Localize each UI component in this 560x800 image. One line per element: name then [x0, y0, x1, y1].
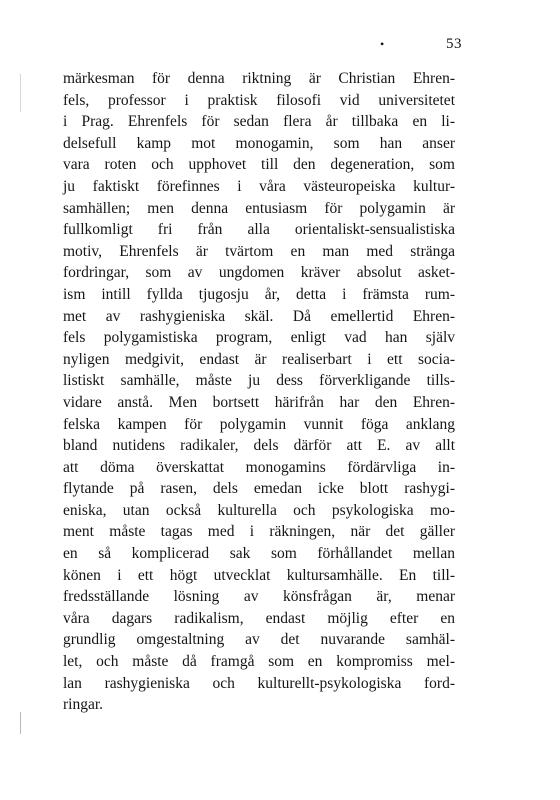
page-edge-mark: [20, 712, 21, 734]
text-line: samhällen; men denna entusiasm för polygamin är: [63, 199, 455, 217]
text-line: fredsställande lösning av könsfrågan är, menar: [63, 588, 455, 606]
page-number: 53: [446, 36, 462, 52]
text-line: vara roten och upphovet till den degeneration, som: [63, 156, 455, 174]
text-line: grundlig omgestaltning av det nuvarande samhäl-: [63, 631, 455, 649]
text-line: bland nutidens radikaler, dels därför att E. av allt: [63, 437, 455, 455]
body-text: [63, 68, 455, 716]
text-line: ment måste tagas med i räkningen, när det gäller: [63, 523, 455, 541]
text-line: fullkomligt fri från alla orientaliskt-sensualistiska: [63, 221, 455, 239]
text-line: i Prag. Ehrenfels för sedan flera år tillbaka en li-: [63, 113, 455, 131]
text-line: våra dagars radikalism, endast möjlig efter en: [63, 609, 455, 627]
text-line: listiskt samhälle, måste ju dess förverkligande tills-: [63, 372, 455, 390]
text-line: könen i ett högt utvecklat kultursamhälle. En till-: [63, 566, 455, 584]
text-line: lan rashygieniska och kulturellt-psykologiska ford-: [63, 674, 455, 692]
page-dot: •: [380, 37, 385, 51]
text-line: ju faktiskt förefinnes i våra västeuropeiska kultur-: [63, 177, 455, 195]
text-line: eniska, utan också kulturella och psykologiska mo-: [63, 501, 455, 519]
text-line: fels, professor i praktisk filosofi vid universitetet: [63, 91, 455, 109]
text-line: vidare anstå. Men bortsett härifrån har den Ehren-: [63, 393, 455, 411]
page-edge-mark: [20, 74, 21, 112]
text-line: delsefull kamp mot monogamin, som han anser: [63, 134, 455, 152]
text-line: felska kampen för polygamin vunnit föga anklang: [63, 415, 455, 433]
text-line: ism intill fyllda tjugosju år, detta i främsta rum-: [63, 285, 455, 303]
text-line: motiv, Ehrenfels är tvärtom en man med stränga: [63, 242, 455, 260]
text-line: en så komplicerad sak som förhållandet mellan: [63, 545, 455, 563]
text-line: flytande på rasen, dels emedan icke blott rashygi-: [63, 480, 455, 498]
text-line: märkesman för denna riktning är Christian Ehren-: [63, 70, 455, 87]
text-line: fels polygamistiska program, enligt vad han själv: [63, 329, 455, 347]
text-line: let, och måste då framgå som en kompromiss mel-: [63, 653, 455, 671]
text-line: fordringar, som av ungdomen kräver absolut asket-: [63, 264, 455, 282]
text-line: met av rashygieniska skäl. Då emellertid Ehren-: [63, 307, 455, 325]
text-line: att döma överskattat monogamins fördärvliga in-: [63, 458, 455, 476]
text-line: ringar.: [63, 696, 104, 714]
text-line: nyligen medgivit, endast är realiserbart i ett socia-: [63, 350, 455, 368]
